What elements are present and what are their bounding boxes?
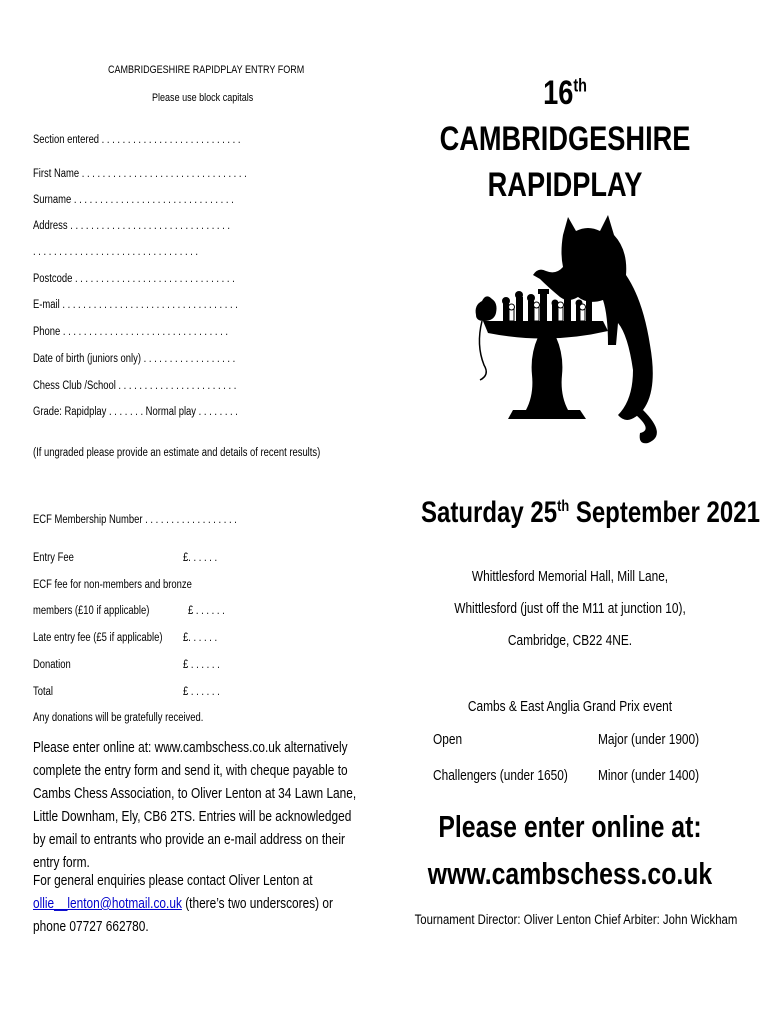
field-surname[interactable]: Surname . . . . . . . . . . . . . . . . . . . . . . . . . . . . . . . — [33, 194, 234, 206]
table-top — [483, 321, 608, 339]
field-first-name[interactable]: First Name . . . . . . . . . . . . . . . . . . . . . . . . . . . . . . . . — [33, 168, 247, 180]
venue-line-2: Whittlesford (just off the M11 at junction 10), — [454, 601, 686, 617]
form-title: CAMBRIDGESHIRE RAPIDPLAY ENTRY FORM — [108, 64, 305, 76]
officials: Tournament Director: Oliver Lenton Chief Arbiter: John Wickham — [414, 912, 738, 927]
event-date — [421, 496, 760, 530]
field-date-of-birth[interactable]: Date of birth (juniors only) . . . . . . . . . . . . . . . . . . — [33, 353, 236, 365]
field-ecf-membership[interactable]: ECF Membership Number . . . . . . . . . . . . . . . . . . — [33, 514, 237, 526]
cat-chess-illustration — [468, 205, 668, 445]
title-number: 16 — [543, 74, 574, 112]
donation-note: Any donations will be gratefully received. — [33, 712, 204, 724]
field-section-entered[interactable]: Section entered . . . . . . . . . . . . . . . . . . . . . . . . . . . — [33, 134, 241, 146]
title-line1: CAMBRIDGESHIRE — [439, 120, 691, 158]
field-email[interactable]: E-mail . . . . . . . . . . . . . . . . . . . . . . . . . . . . . . . . . . — [33, 299, 238, 311]
title-line2: RAPIDPLAY — [487, 166, 643, 204]
enquiries-suffix: (there’s two underscores) or phone 07727 662780. — [33, 896, 334, 935]
table-pedestal — [526, 337, 568, 410]
fee-amount-late[interactable]: £. . . . . . — [183, 632, 218, 644]
fee-label-ecf: ECF fee for non-members and bronze — [33, 579, 192, 591]
fee-label-donation: Donation — [33, 659, 71, 671]
cat-tail — [636, 410, 657, 443]
field-grade[interactable]: Grade: Rapidplay . . . . . . . Normal play . . . . . . . . — [33, 406, 238, 418]
online-url[interactable]: www.cambschess.co.uk — [427, 856, 713, 891]
entry-instructions: Please enter online at: www.cambschess.co.uk alternatively complete the entry form and send it, with cheque payable to Cambs Chess Association, to Oliver Lenton at 34 Lawn Lane, Little Downham, Ely, CB6 2TS. Entries will be acknowledged by email to entrants who provide an e-mail address on their entry form. — [33, 740, 357, 871]
fee-amount-total[interactable]: £ . . . . . . — [183, 686, 220, 698]
field-phone[interactable]: Phone . . . . . . . . . . . . . . . . . . . . . . . . . . . . . . . . — [33, 326, 228, 338]
section-major: Major (under 1900) — [598, 732, 700, 748]
field-address[interactable]: Address . . . . . . . . . . . . . . . . . . . . . . . . . . . . . . . — [33, 220, 231, 232]
title-ordinal: th — [573, 75, 587, 96]
event-title — [429, 70, 701, 208]
form-subtitle: Please use block capitals — [152, 92, 254, 104]
fee-amount-entry[interactable]: £. . . . . . — [183, 552, 218, 564]
venue-line-1: Whittlesford Memorial Hall, Mill Lane, — [471, 569, 669, 585]
fee-label-late: Late entry fee (£5 if applicable) — [33, 632, 163, 644]
online-heading: Please enter online at: — [438, 809, 702, 844]
grand-prix-note: Cambs & East Anglia Grand Prix event — [467, 699, 673, 715]
fee-label-ecf-members: members (£10 if applicable) — [33, 605, 150, 617]
ungraded-note: (If ungraded please provide an estimate and details of recent results) — [33, 447, 321, 459]
section-minor: Minor (under 1400) — [598, 768, 700, 784]
section-challengers: Challengers (under 1650) — [433, 768, 568, 784]
mouse-silhouette — [476, 296, 497, 321]
fee-label-entry: Entry Fee — [33, 552, 74, 564]
field-postcode[interactable]: Postcode . . . . . . . . . . . . . . . . . . . . . . . . . . . . . . . — [33, 273, 235, 285]
section-open: Open — [433, 732, 463, 748]
enquiries-paragraph — [33, 870, 361, 939]
fee-amount-ecf[interactable]: £ . . . . . . — [188, 605, 225, 617]
fee-label-total: Total — [33, 686, 53, 698]
table-base — [508, 410, 586, 419]
date-suffix: September 2021 — [569, 496, 760, 529]
date-ordinal: th — [557, 498, 570, 515]
date-prefix: Saturday 25 — [421, 496, 558, 529]
venue-line-3: Cambridge, CB22 4NE. — [507, 633, 633, 649]
fee-amount-donation[interactable]: £ . . . . . . — [183, 659, 220, 671]
enquiries-prefix: For general enquiries please contact Oliver Lenton at — [33, 873, 313, 889]
mouse-tail — [479, 321, 486, 380]
enquiries-email-link[interactable]: ollie__lenton@hotmail.co.uk — [33, 896, 182, 912]
field-chess-club[interactable]: Chess Club /School . . . . . . . . . . . . . . . . . . . . . . . — [33, 380, 237, 392]
field-address-line2[interactable]: . . . . . . . . . . . . . . . . . . . . . . . . . . . . . . . . — [33, 246, 199, 258]
